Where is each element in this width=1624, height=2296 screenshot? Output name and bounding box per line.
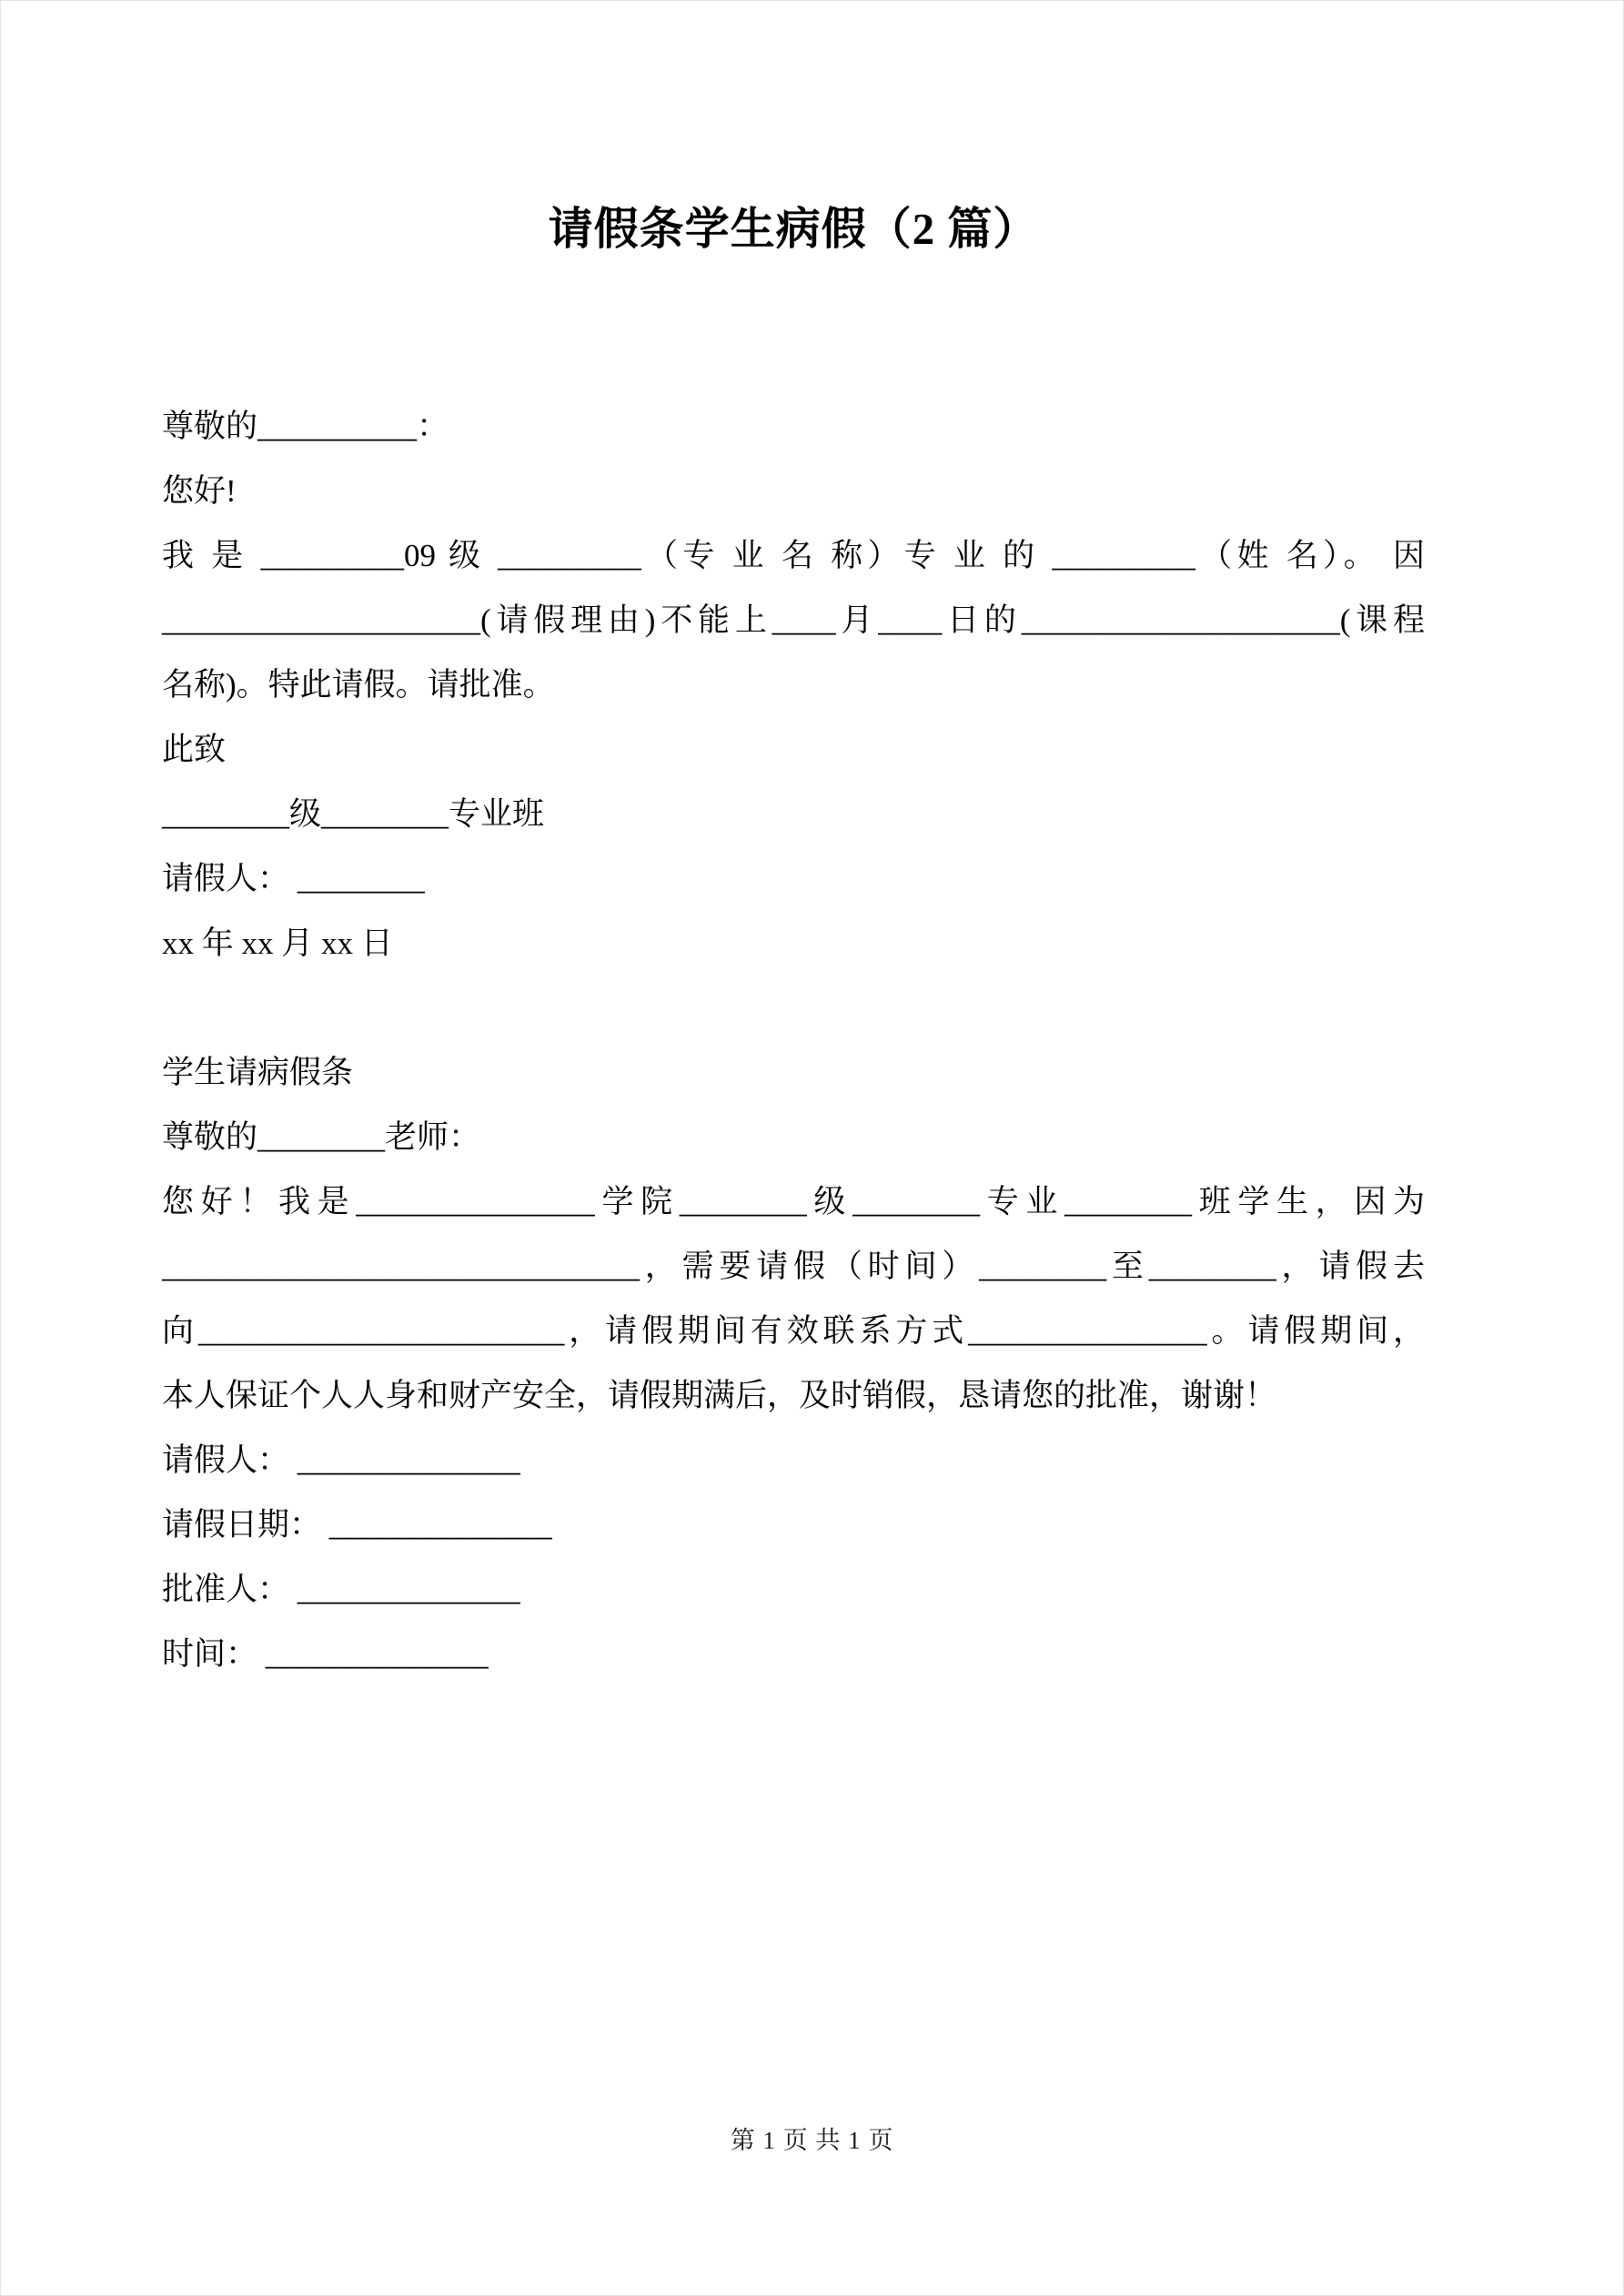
document-body <box>162 394 1425 1686</box>
letter1-class-line: ________级________专业班 <box>162 796 545 832</box>
letter1-body-line-3: 名称)。特此请假。请批准。 <box>162 667 555 703</box>
document-title: 请假条学生病假（2 篇） <box>548 204 1039 254</box>
letter1-greeting: 您好! <box>162 473 237 509</box>
section-gap <box>162 976 1425 1040</box>
letter1-salutation: 尊敬的__________： <box>162 409 449 444</box>
letter1-body-line-2: ____________________(请假理由)不能上____月____日的____________________(课程 <box>162 602 1425 638</box>
letter1-date-line: xx 年 xx 月 xx 日 <box>162 925 393 961</box>
letter2-body-line-2: ______________________________，需要请假（时间）________至________，请假去 <box>162 1249 1425 1284</box>
letter2-body-line-1: 您好！我是_______________学院________级________专业________班学生，因为 <box>162 1184 1425 1219</box>
letter2-time-line: 时间： ______________ <box>162 1636 489 1672</box>
letter2-body-line-4: 本人保证个人人身和财产安全，请假期满后，及时销假，恳请您的批准，谢谢！ <box>162 1378 1277 1413</box>
letter2-signer-line: 请假人： ______________ <box>162 1442 520 1478</box>
letter2-heading: 学生请病假条 <box>162 1055 354 1090</box>
letter2-salutation: 尊敬的________老师： <box>162 1119 481 1155</box>
page-number-footer: 第 1 页 共 1 页 <box>730 2127 894 2154</box>
letter2-leave-date-line: 请假日期： ______________ <box>162 1507 552 1542</box>
letter2-body-line-3: 向_______________________，请假期间有效联系方式_______________。请假期间， <box>162 1313 1425 1349</box>
letter1-closing: 此致 <box>162 732 227 767</box>
letter1-body-line-1: 我 是 _________09 级 _________（专 业 名 称）专 业 的 _________（姓 名）。 因 <box>162 538 1425 573</box>
letter2-approver-line: 批准人： ______________ <box>162 1572 520 1607</box>
letter1-signer-line: 请假人： ________ <box>162 861 425 896</box>
